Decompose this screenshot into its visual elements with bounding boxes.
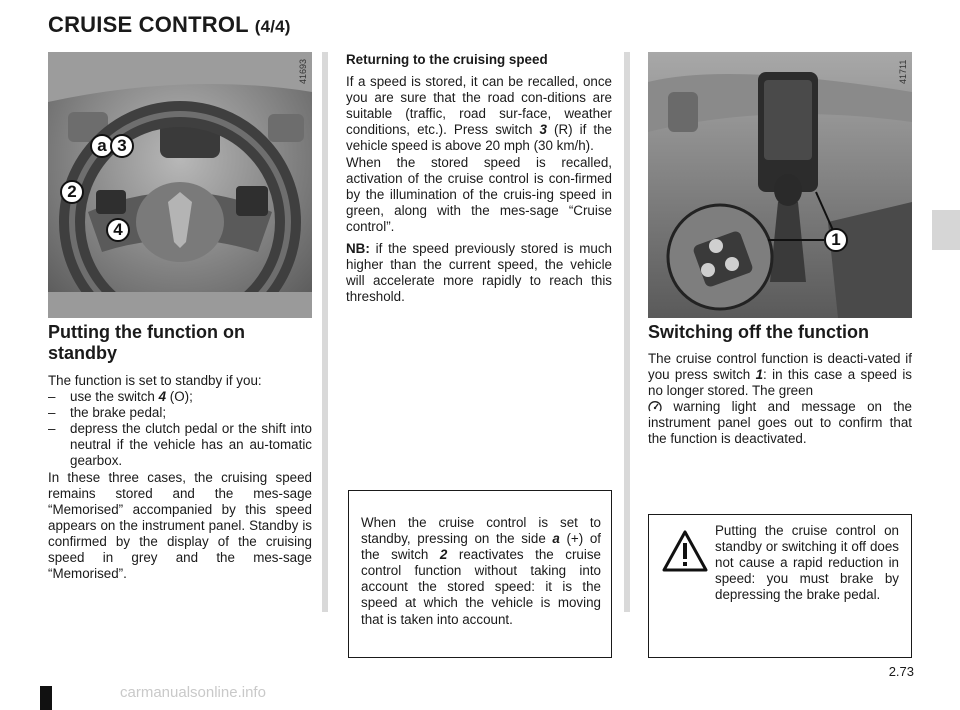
right-image-ref: 41711 xyxy=(898,59,908,84)
steering-wheel-illustration xyxy=(48,52,312,318)
returning-paragraph-2: When the stored speed is recalled, activation of the cruise control is con-firmed by the illumination of the cruis-ing speed in green, along with the mes-sage “Cruise control”. xyxy=(346,154,612,234)
callout-a: a xyxy=(90,134,114,158)
switching-off-section xyxy=(648,322,912,448)
returning-paragraph-1: If a speed is stored, it can be recalled, once you are sure that the road con-ditions are suitable (traffic, road sur-face, weather conditions, etc.). Press switch 3 (R) if the vehicle speed is above 20 mph (30 km/h). xyxy=(346,74,613,154)
section-tab xyxy=(932,210,960,250)
list-item: – use the switch 4 (O); xyxy=(48,389,312,405)
note-box xyxy=(348,490,612,658)
standby-intro: The function is set to standby if you: xyxy=(48,373,262,388)
standby-list xyxy=(48,389,312,469)
title-text: CRUISE CONTROL xyxy=(48,12,249,37)
cruise-control-warning-icon xyxy=(648,400,662,413)
returning-heading: Returning to the cruising speed xyxy=(346,52,548,67)
corner-mark-icon xyxy=(40,686,52,710)
callout-3: 3 xyxy=(110,134,134,158)
switching-off-heading: Switching off the function xyxy=(648,322,869,342)
watermark: carmanualsonline.info xyxy=(120,684,266,701)
returning-nb: NB: if the speed previously stored is much higher than the current speed, the vehicle will accelerate more rapidly to reach this threshold. xyxy=(346,241,612,305)
column-divider-right xyxy=(624,52,630,612)
title-part: (4/4) xyxy=(254,17,291,36)
list-item: – depress the clutch pedal or the shift into neutral if the vehicle has an au-tomatic gearbox. xyxy=(48,421,312,469)
note-text: When the cruise control is set to standby, pressing on the side a (+) of the switch 2 reactivates the cruise control function without taking into account the stored speed: it is the speed at which the vehicle is moving that is taken into account. xyxy=(361,515,601,627)
list-item: – the brake pedal; xyxy=(48,405,312,421)
returning-section xyxy=(346,52,612,305)
standby-section xyxy=(48,322,312,582)
callout-1: 1 xyxy=(824,228,848,252)
standby-paragraph: In these three cases, the cruising speed remains stored and the mes-sage “Memorised” accompanied by this speed appears on the instrument panel. Standby is confirmed by the display of the cruising speed in grey and the mes-sage “Memorised”. xyxy=(48,469,312,582)
page-title xyxy=(48,12,291,38)
left-image-ref: 41693 xyxy=(298,58,308,84)
callout-2: 2 xyxy=(60,180,84,204)
callout-4: 4 xyxy=(106,218,130,242)
console-image xyxy=(648,52,912,318)
switching-off-text: The cruise control function is deacti-vated if you press switch 1: in this case a speed is no longer stored. The green warning light and message on the instrument panel goes out to confirm that the function is deactivated. xyxy=(648,351,912,447)
standby-heading: Putting the function on standby xyxy=(48,322,245,363)
column-divider-left xyxy=(322,52,328,612)
console-illustration xyxy=(648,52,912,318)
warning-text: Putting the cruise control on standby or switching it off does not cause a rapid reduction in speed: you must brake by depressing the brake pedal. xyxy=(715,523,899,603)
warning-box xyxy=(648,514,912,658)
page-number: 2.73 xyxy=(888,664,914,679)
steering-wheel-image xyxy=(48,52,312,318)
